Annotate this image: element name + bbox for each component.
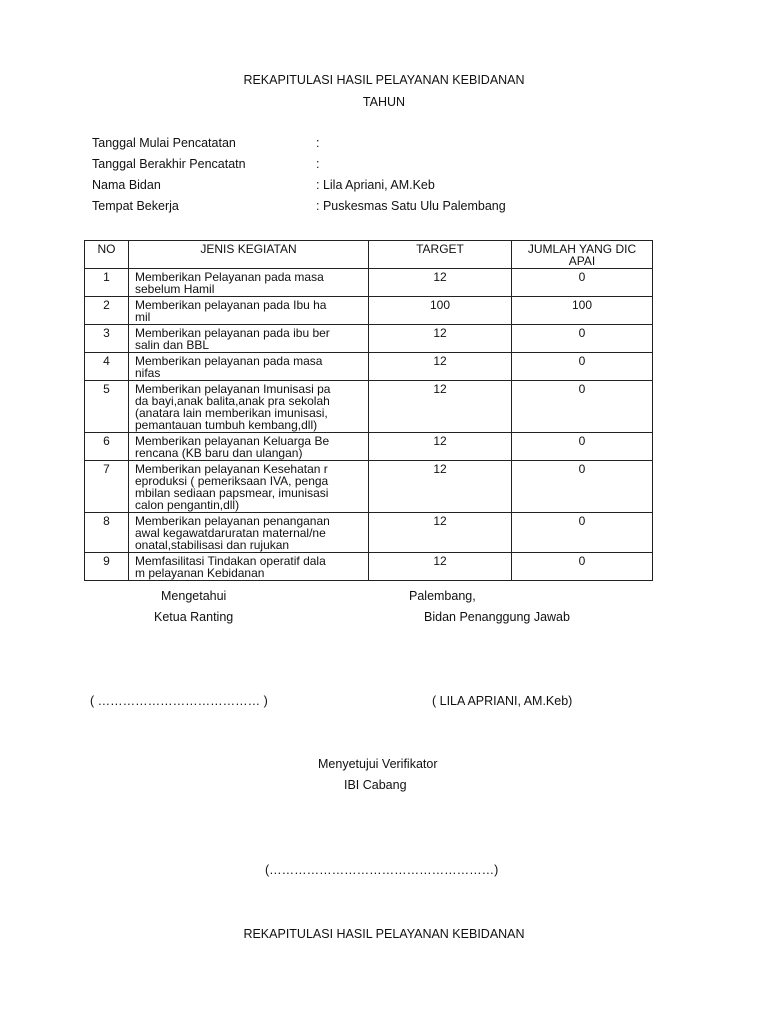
row-activity: [129, 513, 369, 553]
row-number: 3: [85, 325, 129, 353]
activity-line: Memberikan pelayanan penanganan: [135, 514, 330, 528]
activity-table: [84, 240, 653, 581]
row-achieved: 0: [512, 325, 653, 353]
header-activity: JENIS KEGIATAN: [129, 241, 369, 269]
verifier-name: (………………………………………………): [265, 863, 499, 877]
info-label-end-date: Tanggal Berakhir Pencatatn: [92, 157, 246, 171]
row-number: 5: [85, 381, 129, 433]
activity-line: awal kegawatdaruratan maternal/ne: [135, 526, 326, 540]
table-row: [85, 269, 653, 297]
activity-line: eproduksi ( pemeriksaan IVA, penga: [135, 474, 329, 488]
activity-line: Memberikan pelayanan Imunisasi pa: [135, 382, 331, 396]
activity-line: Memberikan Pelayanan pada masa: [135, 270, 324, 284]
row-achieved: 0: [512, 513, 653, 553]
row-target: 12: [369, 461, 512, 513]
info-value-workplace: : Puskesmas Satu Ulu Palembang: [316, 199, 506, 213]
row-number: 8: [85, 513, 129, 553]
row-activity: [129, 381, 369, 433]
row-number: 9: [85, 553, 129, 581]
table-row: [85, 461, 653, 513]
sign-right-name: ( LILA APRIANI, AM.Keb): [432, 694, 573, 708]
activity-line: onatal,stabilisasi dan rujukan: [135, 538, 290, 552]
row-target: 12: [369, 553, 512, 581]
row-achieved: 0: [512, 433, 653, 461]
row-achieved: 0: [512, 553, 653, 581]
activity-line: Memberikan pelayanan pada ibu ber: [135, 326, 330, 340]
verifier-line1: Menyetujui Verifikator: [318, 757, 438, 771]
activity-line: pemantauan tumbuh kembang,dll): [135, 418, 318, 432]
activity-line: nifas: [135, 366, 161, 380]
row-achieved: 0: [512, 269, 653, 297]
activity-line: mil: [135, 310, 151, 324]
activity-line: m pelayanan Kebidanan: [135, 566, 265, 580]
activity-line: rencana (KB baru dan ulangan): [135, 446, 303, 460]
row-number: 6: [85, 433, 129, 461]
row-number: 4: [85, 353, 129, 381]
row-achieved: 0: [512, 353, 653, 381]
next-page-title: REKAPITULASI HASIL PELAYANAN KEBIDANAN: [243, 927, 525, 941]
activity-line: Memberikan pelayanan pada Ibu ha: [135, 298, 327, 312]
row-activity: [129, 297, 369, 325]
row-activity: [129, 433, 369, 461]
table-row: [85, 433, 653, 461]
activity-line: sebelum Hamil: [135, 282, 215, 296]
document-subtitle: TAHUN: [362, 95, 406, 109]
verifier-line2: IBI Cabang: [344, 778, 407, 792]
activity-line: mbilan sediaan papsmear, imunisasi: [135, 486, 329, 500]
sign-right-line2: Bidan Penanggung Jawab: [424, 610, 570, 624]
table-header-row: [85, 241, 653, 269]
activity-line: da bayi,anak balita,anak pra sekolah: [135, 394, 330, 408]
table-row: [85, 553, 653, 581]
activity-line: Memberikan pelayanan Keluarga Be: [135, 434, 330, 448]
row-number: 2: [85, 297, 129, 325]
activity-line: Memberikan pelayanan Kesehatan r: [135, 462, 328, 476]
row-activity: [129, 553, 369, 581]
info-label-midwife-name: Nama Bidan: [92, 178, 161, 192]
row-number: 1: [85, 269, 129, 297]
table-row: [85, 325, 653, 353]
activity-line: Memfasilitasi Tindakan operatif dala: [135, 554, 326, 568]
table-row: [85, 381, 653, 433]
header-achieved: JUMLAH YANG DIC APAI: [512, 241, 653, 269]
row-activity: [129, 269, 369, 297]
table-row: [85, 297, 653, 325]
row-achieved: 100: [512, 297, 653, 325]
sign-left-line1: Mengetahui: [161, 589, 227, 603]
row-target: 100: [369, 297, 512, 325]
row-target: 12: [369, 513, 512, 553]
row-target: 12: [369, 353, 512, 381]
activity-line: (anatara lain memberikan imunisasi,: [135, 406, 328, 420]
row-achieved: 0: [512, 461, 653, 513]
info-value-midwife-name: : Lila Apriani, AM.Keb: [316, 178, 435, 192]
sign-left-name: ( ………………………………… ): [90, 694, 268, 708]
row-target: 12: [369, 381, 512, 433]
sign-right-line1: Palembang,: [409, 589, 476, 603]
table-row: [85, 513, 653, 553]
activity-line: Memberikan pelayanan pada masa: [135, 354, 323, 368]
info-value-end-date: :: [316, 157, 320, 171]
info-label-start-date: Tanggal Mulai Pencatatan: [92, 136, 236, 150]
header-no: NO: [85, 241, 129, 269]
row-target: 12: [369, 269, 512, 297]
row-number: 7: [85, 461, 129, 513]
document-title: REKAPITULASI HASIL PELAYANAN KEBIDANAN: [243, 73, 525, 87]
row-achieved: 0: [512, 381, 653, 433]
header-target: TARGET: [369, 241, 512, 269]
info-label-workplace: Tempat Bekerja: [92, 199, 179, 213]
sign-left-line2: Ketua Ranting: [154, 610, 234, 624]
row-activity: [129, 461, 369, 513]
row-activity: [129, 325, 369, 353]
table-row: [85, 353, 653, 381]
row-target: 12: [369, 433, 512, 461]
activity-line: calon pengantin,dll): [135, 498, 240, 512]
activity-line: salin dan BBL: [135, 338, 210, 352]
row-target: 12: [369, 325, 512, 353]
row-activity: [129, 353, 369, 381]
info-value-start-date: :: [316, 136, 320, 150]
